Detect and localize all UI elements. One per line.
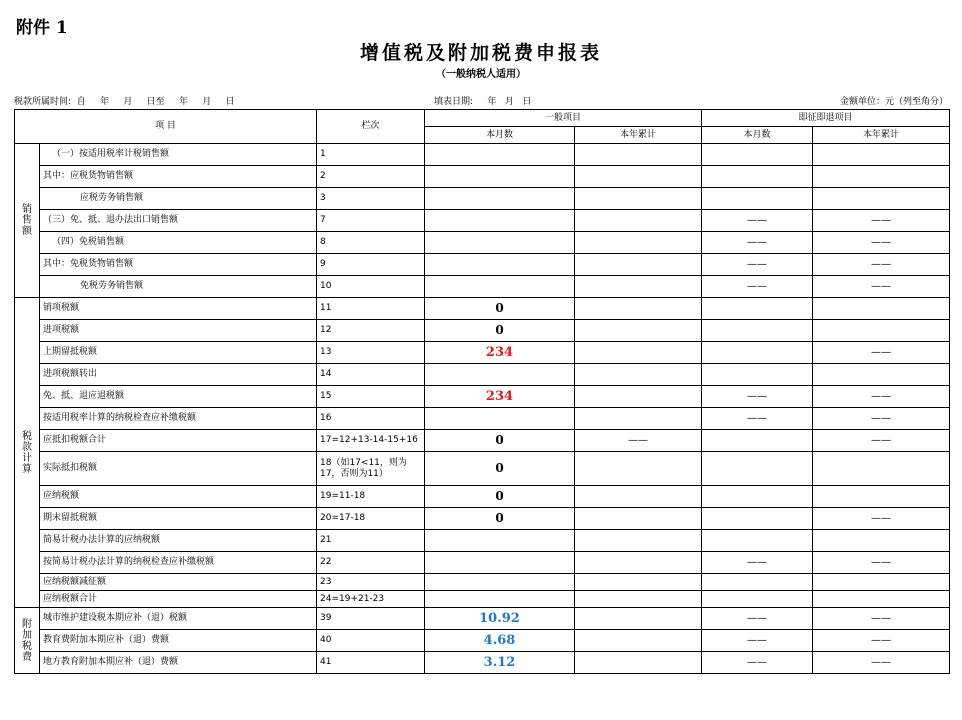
dash-cell: —— (813, 430, 950, 452)
header-general: 一般项目 (425, 110, 702, 127)
row-line: 15 (317, 386, 425, 408)
dash-cell: —— (813, 552, 950, 574)
row-line: 9 (317, 254, 425, 276)
attachment-label: 附件 1 (16, 18, 68, 38)
dash-cell: —— (813, 652, 950, 674)
row-item: 应纳税额 (40, 486, 317, 508)
row-item: 城市维护建设税本期应补（退）税额 (40, 608, 317, 630)
row-item: 按简易计税办法计算的纳税检查应补缴税额 (40, 552, 317, 574)
dash-cell: —— (813, 608, 950, 630)
section-tax: 税 款 计 算 (15, 298, 40, 608)
dash-cell: —— (813, 386, 950, 408)
form-subtitle: （一般纳税人适用） (436, 69, 526, 80)
dash-cell: —— (813, 276, 950, 298)
row-line: 1 (317, 144, 425, 166)
section-surcharge: 附 加 税 费 (15, 608, 40, 674)
dash-cell: —— (813, 232, 950, 254)
row-item: 应抵扣税额合计 (40, 430, 317, 452)
row-line: 2 (317, 166, 425, 188)
row-line: 40 (317, 630, 425, 652)
header-item: 项 目 (15, 110, 317, 144)
row-item: （四）免税销售额 (40, 232, 317, 254)
row-item: （三）免、抵、退办法出口销售额 (40, 210, 317, 232)
row-item: 免税劳务销售额 (40, 276, 317, 298)
cell-value: 0 (425, 486, 575, 508)
dash-cell: —— (702, 552, 813, 574)
fill-date: 填表日期: 年 月 日 (434, 97, 532, 107)
dash-cell: —— (702, 608, 813, 630)
header-immediate: 即征即退项目 (702, 110, 950, 127)
cell-value: 234 (425, 342, 575, 364)
row-item: （一）按适用税率计税销售额 (40, 144, 317, 166)
dash-cell: —— (702, 254, 813, 276)
row-item: 期末留抵税额 (40, 508, 317, 530)
row-line: 13 (317, 342, 425, 364)
dash-cell: —— (575, 430, 702, 452)
dash-cell: —— (702, 210, 813, 232)
row-item: 按适用税率计算的纳税检查应补缴税额 (40, 408, 317, 430)
cell-value: 3.12 (425, 652, 575, 674)
header-general-month: 本月数 (425, 127, 575, 144)
row-line: 18（如17<11，则为17，否则为11） (317, 452, 425, 486)
row-line: 16 (317, 408, 425, 430)
row-line: 21 (317, 530, 425, 552)
row-line: 20=17-18 (317, 508, 425, 530)
row-item: 其中：免税货物销售额 (40, 254, 317, 276)
tax-period: 税款所属时间: 自 年 月 日至 年 月 日 (14, 97, 235, 107)
row-line: 23 (317, 574, 425, 591)
dash-cell: —— (813, 342, 950, 364)
row-line: 17=12+13-14-15+16 (317, 430, 425, 452)
amount-unit: 金额单位：元（列至角分） (839, 97, 948, 107)
row-item: 上期留抵税额 (40, 342, 317, 364)
row-item: 免、抵、退应退税额 (40, 386, 317, 408)
header-immediate-ytd: 本年累计 (813, 127, 950, 144)
dash-cell: —— (702, 652, 813, 674)
row-line: 22 (317, 552, 425, 574)
form-title: 增值税及附加税费申报表 (359, 42, 602, 64)
dash-cell: —— (702, 630, 813, 652)
cell-value: 0 (425, 298, 575, 320)
row-line: 41 (317, 652, 425, 674)
dash-cell: —— (813, 508, 950, 530)
cell-value: 4.68 (425, 630, 575, 652)
dash-cell: —— (702, 386, 813, 408)
cell-value: 234 (425, 386, 575, 408)
row-item: 应税劳务销售额 (40, 188, 317, 210)
cell-value: 0 (425, 430, 575, 452)
row-item: 其中：应税货物销售额 (40, 166, 317, 188)
cell-value: 10.92 (425, 608, 575, 630)
row-line: 7 (317, 210, 425, 232)
row-item: 实际抵扣税额 (40, 452, 317, 486)
cell-value (425, 144, 575, 166)
cell-value: 0 (425, 320, 575, 342)
row-line: 24=19+21-23 (317, 591, 425, 608)
row-item: 简易计税办法计算的应纳税额 (40, 530, 317, 552)
row-item: 应纳税额合计 (40, 591, 317, 608)
row-item: 地方教育附加本期应补（退）费额 (40, 652, 317, 674)
dash-cell: —— (813, 408, 950, 430)
row-line: 19=11-18 (317, 486, 425, 508)
row-line: 14 (317, 364, 425, 386)
dash-cell: —— (702, 232, 813, 254)
row-item: 销项税额 (40, 298, 317, 320)
dash-cell: —— (813, 254, 950, 276)
row-item: 进项税额转出 (40, 364, 317, 386)
row-line: 12 (317, 320, 425, 342)
row-line: 3 (317, 188, 425, 210)
dash-cell: —— (702, 408, 813, 430)
header-general-ytd: 本年累计 (575, 127, 702, 144)
row-line: 11 (317, 298, 425, 320)
row-item: 进项税额 (40, 320, 317, 342)
section-sales: 销 售 额 (15, 144, 40, 298)
header-immediate-month: 本月数 (702, 127, 813, 144)
cell-value: 0 (425, 452, 575, 486)
row-item: 应纳税额减征额 (40, 574, 317, 591)
dash-cell: —— (813, 630, 950, 652)
row-line: 39 (317, 608, 425, 630)
declaration-table (14, 109, 950, 674)
cell-value: 0 (425, 508, 575, 530)
dash-cell: —— (813, 210, 950, 232)
header-line: 栏次 (317, 110, 425, 144)
dash-cell: —— (702, 276, 813, 298)
row-line: 8 (317, 232, 425, 254)
row-item: 教育费附加本期应补（退）费额 (40, 630, 317, 652)
row-line: 10 (317, 276, 425, 298)
